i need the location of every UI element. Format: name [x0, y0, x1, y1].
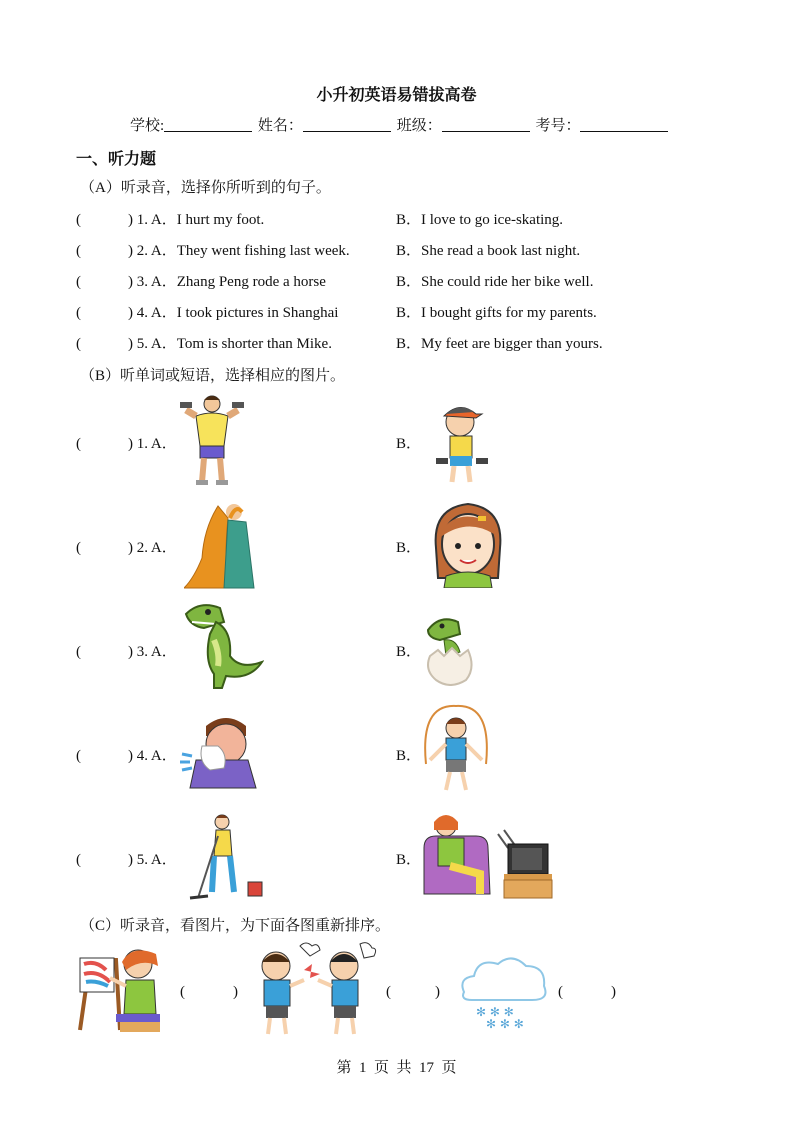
order-paren-1[interactable]: [180, 984, 238, 1001]
question-row: [76, 301, 597, 321]
question-number: ) 2. A．: [128, 243, 177, 259]
svg-text:✻ ✻ ✻: ✻ ✻ ✻: [486, 1017, 524, 1031]
paren-close: ): [611, 984, 616, 1000]
school-blank[interactable]: [164, 117, 252, 132]
picture-question-row: [76, 704, 596, 804]
picture-question-row: [76, 392, 596, 492]
answer-paren[interactable]: (: [76, 243, 81, 259]
exam-no-label: 考号：: [535, 118, 581, 134]
paren-open: (: [558, 984, 563, 1000]
name-blank[interactable]: [303, 117, 391, 132]
option-b: B．: [396, 852, 422, 868]
woman-watching-tv-icon[interactable]: [420, 808, 556, 904]
part-b-instruction: （B）听单词或短语，选择相应的图片。: [80, 368, 346, 384]
exam-no-blank[interactable]: [580, 117, 668, 132]
option-b: B．: [396, 644, 422, 660]
jump-rope-boy-icon[interactable]: [420, 704, 492, 796]
option-b: B．She read a book last night.: [396, 243, 581, 259]
snow-cloud-icon[interactable]: [456, 952, 552, 1032]
svg-text:✻ ✻ ✻: ✻ ✻ ✻: [476, 1005, 514, 1019]
answer-paren[interactable]: (: [76, 540, 81, 556]
question-number: ) 3. A．: [128, 644, 177, 660]
option-b: B．I bought gifts for my parents.: [396, 305, 597, 321]
class-label: 班级：: [396, 118, 442, 134]
part-c-instruction: （C）听录音，看图片，为下面各图重新排序。: [80, 918, 391, 934]
option-a: They went fishing last week.: [176, 243, 350, 259]
long-hair-girl-icon[interactable]: [184, 498, 256, 590]
answer-paren[interactable]: (: [76, 305, 81, 321]
two-boys-fighting-icon[interactable]: [248, 940, 380, 1038]
short-hair-girl-icon[interactable]: [428, 498, 508, 588]
answer-paren[interactable]: (: [76, 644, 81, 660]
question-number: ) 1. A．: [128, 436, 177, 452]
option-a: Zhang Peng rode a horse: [176, 274, 326, 290]
paren-open: (: [180, 984, 185, 1000]
question-number: ) 4. A．: [128, 748, 177, 764]
page-title: 小升初英语易错拔高卷: [316, 87, 477, 104]
boy-dumbbell-icon[interactable]: [432, 396, 492, 486]
order-paren-2[interactable]: [386, 984, 440, 1001]
option-b: B．I love to go ice-skating.: [396, 212, 564, 228]
question-number: ) 5. A．: [128, 852, 177, 868]
option-b: B．: [396, 436, 422, 452]
option-a: I took pictures in Shanghai: [176, 305, 339, 321]
paren-open: (: [386, 984, 391, 1000]
option-a: Tom is shorter than Mike.: [176, 336, 332, 352]
answer-paren[interactable]: (: [76, 748, 81, 764]
question-number: ) 3. A．: [128, 274, 177, 290]
student-info-line: [130, 114, 670, 135]
question-number: ) 4. A．: [128, 305, 177, 321]
question-row: [76, 270, 594, 290]
sneezing-man-icon[interactable]: [176, 710, 262, 790]
answer-paren[interactable]: (: [76, 852, 81, 868]
question-number: ) 2. A．: [128, 540, 177, 556]
picture-question-row: [76, 600, 596, 700]
question-row: [76, 239, 581, 259]
mopping-woman-icon[interactable]: [188, 812, 268, 902]
picture-question-row: [76, 496, 596, 596]
school-label: 学校:: [130, 118, 165, 134]
picture-question-row: [76, 808, 596, 908]
option-a: I hurt my foot.: [176, 212, 265, 228]
muscle-man-dumbbell-icon[interactable]: [180, 392, 244, 488]
question-row: [76, 208, 564, 228]
name-label: 姓名：: [257, 118, 303, 134]
section-heading: 一、听力题: [76, 151, 157, 168]
question-row: [76, 332, 603, 352]
option-b: B．She could ride her bike well.: [396, 274, 594, 290]
paren-close: ): [435, 984, 440, 1000]
option-b: B．: [396, 540, 422, 556]
paren-close: ): [233, 984, 238, 1000]
answer-paren[interactable]: (: [76, 212, 81, 228]
page-footer: 第 1 页 共 17 页: [336, 1060, 457, 1076]
answer-paren[interactable]: (: [76, 274, 81, 290]
class-blank[interactable]: [442, 117, 530, 132]
question-number: ) 5. A．: [128, 336, 177, 352]
painting-girl-icon[interactable]: [76, 940, 172, 1036]
option-b: B．: [396, 748, 422, 764]
baby-dinosaur-egg-icon[interactable]: [420, 612, 480, 686]
dinosaur-icon[interactable]: [180, 600, 264, 692]
order-paren-3[interactable]: [558, 984, 616, 1001]
question-number: ) 1. A．: [128, 212, 177, 228]
option-b: B．My feet are bigger than yours.: [396, 336, 603, 352]
answer-paren[interactable]: (: [76, 436, 81, 452]
part-a-instruction: （A）听录音，选择你所听到的句子。: [80, 180, 331, 196]
answer-paren[interactable]: (: [76, 336, 81, 352]
